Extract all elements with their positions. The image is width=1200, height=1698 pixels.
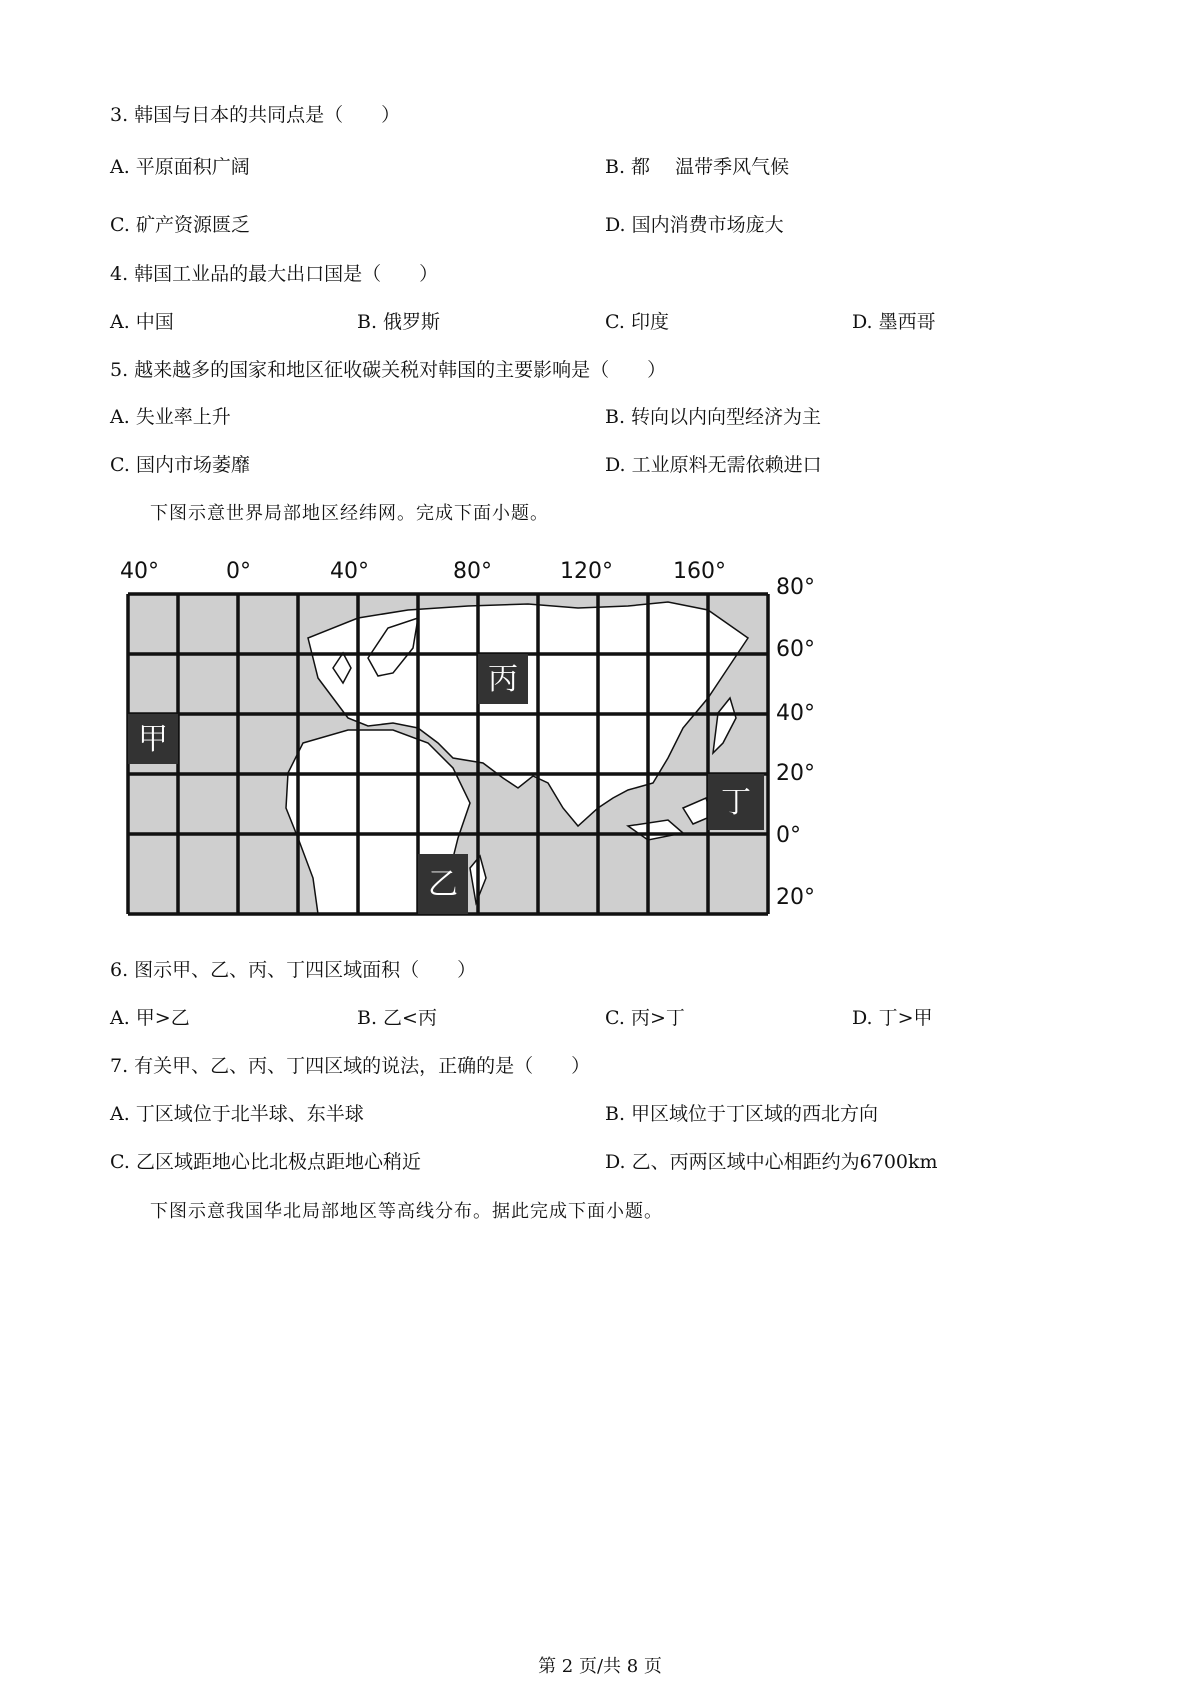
question-5-stem: 5. 越来越多的国家和地区征收碳关税对韩国的主要影响是（ ） [110, 359, 667, 381]
q7-option-d: D. 乙、丙两区域中心相距约为6700km [605, 1151, 938, 1173]
q4-option-d: D. 墨西哥 [852, 311, 936, 333]
page-footer: 第 2 页/共 8 页 [538, 1656, 662, 1677]
question-6-stem: 6. 图示甲、乙、丙、丁四区域面积（ ） [110, 959, 477, 981]
q5-option-a: A. 失业率上升 [110, 406, 231, 428]
longitude-label-40w: 40° [120, 559, 159, 584]
q4-option-c: C. 印度 [605, 311, 669, 333]
longitude-label-40e: 40° [330, 559, 369, 584]
longitude-label-0: 0° [226, 559, 251, 584]
latitude-label-40n: 40° [776, 701, 815, 726]
map-intro-text: 下图示意世界局部地区经纬网。完成下面小题。 [150, 503, 549, 524]
q6-option-d: D. 丁>甲 [852, 1007, 933, 1029]
q3-option-b: B. 都 温带季风气候 [605, 156, 790, 178]
longitude-label-120e: 120° [560, 559, 613, 584]
contour-intro-text: 下图示意我国华北局部地区等高线分布。据此完成下面小题。 [150, 1201, 663, 1222]
region-jia-label: 甲 [138, 722, 168, 757]
q6-option-c: C. 丙>丁 [605, 1007, 685, 1029]
q5-option-c: C. 国内市场萎靡 [110, 454, 250, 476]
q4-option-a: A. 中国 [110, 311, 174, 333]
region-ding-label: 丁 [721, 785, 751, 820]
longitude-label-160e: 160° [673, 559, 726, 584]
question-4-stem: 4. 韩国工业品的最大出口国是（ ） [110, 263, 439, 285]
latitude-label-0: 0° [776, 823, 801, 848]
region-bing-label: 丙 [488, 662, 518, 697]
latitude-label-20n: 20° [776, 761, 815, 786]
q5-option-d: D. 工业原料无需依赖进口 [605, 454, 822, 476]
q4-option-b: B. 俄罗斯 [357, 311, 441, 333]
region-yi-label: 乙 [428, 867, 458, 902]
q5-option-b: B. 转向以内向型经济为主 [605, 406, 822, 428]
latitude-label-80n: 80° [776, 575, 815, 600]
latitude-label-60n: 60° [776, 637, 815, 662]
q3-option-a: A. 平原面积广阔 [110, 156, 250, 178]
q7-option-a: A. 丁区域位于北半球、东半球 [110, 1103, 364, 1125]
q3-option-d: D. 国内消费市场庞大 [605, 214, 784, 236]
q6-option-b: B. 乙<丙 [357, 1007, 437, 1029]
question-3-stem: 3. 韩国与日本的共同点是（ ） [110, 104, 401, 126]
latitude-label-20s: 20° [776, 885, 815, 910]
q6-option-a: A. 甲>乙 [110, 1007, 190, 1029]
lat-long-grid-map [108, 558, 878, 928]
q3-option-c: C. 矿产资源匮乏 [110, 214, 250, 236]
question-7-stem: 7. 有关甲、乙、丙、丁四区域的说法，正确的是（ ） [110, 1055, 591, 1077]
longitude-label-80e: 80° [453, 559, 492, 584]
q7-option-c: C. 乙区域距地心比北极点距地心稍近 [110, 1151, 421, 1173]
q7-option-b: B. 甲区域位于丁区域的西北方向 [605, 1103, 879, 1125]
